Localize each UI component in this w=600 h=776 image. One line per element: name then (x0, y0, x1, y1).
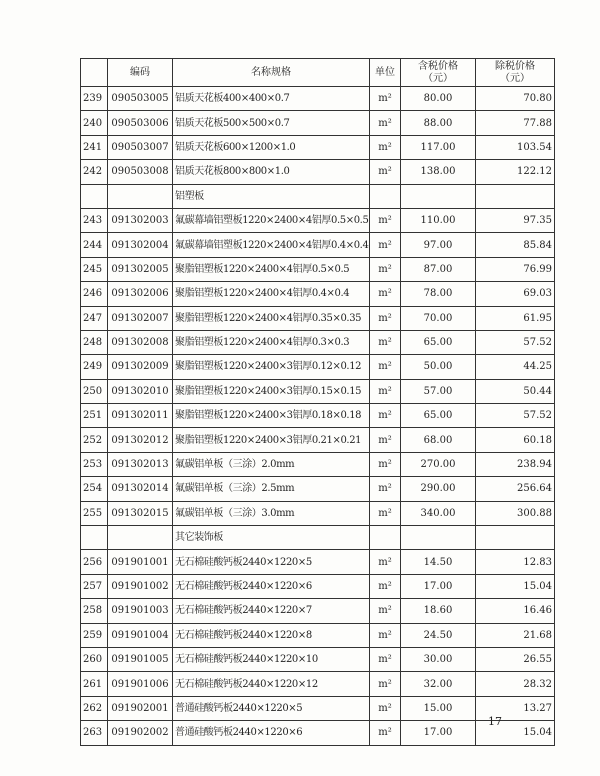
table-row (81, 111, 555, 135)
row-name: 普通硅酸钙板2440×1220×6 (173, 721, 370, 745)
row-tax-price: 70.00 (401, 306, 476, 330)
row-net-price: 77.88 (476, 111, 555, 135)
row-name: 无石棉硅酸钙板2440×1220×10 (173, 647, 370, 671)
row-code: 091901003 (108, 599, 173, 623)
row-tax-price: 138.00 (401, 160, 476, 184)
row-unit (370, 526, 401, 550)
row-net-price: 69.03 (476, 282, 555, 306)
row-unit: m² (370, 208, 401, 232)
row-code: 091901001 (108, 550, 173, 574)
row-tax-price: 88.00 (401, 111, 476, 135)
row-code: 091302008 (108, 330, 173, 354)
row-index: 244 (81, 233, 108, 257)
row-tax-price: 17.00 (401, 574, 476, 598)
row-name: 铝塑板 (173, 184, 370, 208)
row-net-price: 122.12 (476, 160, 555, 184)
row-net-price: 97.35 (476, 208, 555, 232)
row-unit: m² (370, 574, 401, 598)
row-tax-price: 97.00 (401, 233, 476, 257)
row-tax-price: 14.50 (401, 550, 476, 574)
table-row (81, 306, 555, 330)
row-name: 聚脂铝塑板1220×2400×3铝厚0.21×0.21 (173, 428, 370, 452)
row-net-price: 13.27 (476, 696, 555, 720)
table-row (81, 208, 555, 232)
row-code (108, 184, 173, 208)
header-code: 编码 (108, 59, 173, 87)
table-row (81, 550, 555, 574)
row-index: 258 (81, 599, 108, 623)
row-code: 091302009 (108, 355, 173, 379)
row-name: 铝质天花板400×400×0.7 (173, 87, 370, 111)
row-code: 091302006 (108, 282, 173, 306)
row-unit: m² (370, 623, 401, 647)
row-unit: m² (370, 501, 401, 525)
row-unit: m² (370, 550, 401, 574)
row-name: 氟碳幕墙铝塑板1220×2400×4铝厚0.5×0.5 (173, 208, 370, 232)
row-index: 260 (81, 647, 108, 671)
row-unit: m² (370, 696, 401, 720)
row-name: 聚脂铝塑板1220×2400×3铝厚0.15×0.15 (173, 379, 370, 403)
row-name: 无石棉硅酸钙板2440×1220×12 (173, 672, 370, 696)
row-unit: m² (370, 428, 401, 452)
row-code: 091302012 (108, 428, 173, 452)
row-tax-price: 17.00 (401, 721, 476, 745)
row-unit: m² (370, 599, 401, 623)
table-row (81, 184, 555, 208)
row-tax-price: 340.00 (401, 501, 476, 525)
row-net-price: 28.32 (476, 672, 555, 696)
row-unit: m² (370, 257, 401, 281)
row-index: 248 (81, 330, 108, 354)
row-index: 249 (81, 355, 108, 379)
row-net-price: 15.04 (476, 721, 555, 745)
table-row (81, 257, 555, 281)
row-name: 普通硅酸钙板2440×1220×5 (173, 696, 370, 720)
price-table (80, 58, 555, 746)
row-index: 245 (81, 257, 108, 281)
row-tax-price: 18.60 (401, 599, 476, 623)
row-unit: m² (370, 355, 401, 379)
row-unit: m² (370, 330, 401, 354)
row-unit: m² (370, 647, 401, 671)
row-name: 聚脂铝塑板1220×2400×4铝厚0.3×0.3 (173, 330, 370, 354)
row-index: 252 (81, 428, 108, 452)
row-code: 091302003 (108, 208, 173, 232)
table-row (81, 160, 555, 184)
row-unit: m² (370, 672, 401, 696)
row-tax-price (401, 184, 476, 208)
row-index: 247 (81, 306, 108, 330)
row-code: 091302011 (108, 404, 173, 428)
row-net-price: 50.44 (476, 379, 555, 403)
row-unit: m² (370, 404, 401, 428)
row-name: 无石棉硅酸钙板2440×1220×6 (173, 574, 370, 598)
page-number: 17 (488, 715, 502, 728)
header-name: 名称规格 (173, 59, 370, 87)
table-row (81, 355, 555, 379)
header-unit: 单位 (370, 59, 401, 87)
row-unit: m² (370, 282, 401, 306)
row-net-price: 256.64 (476, 477, 555, 501)
row-tax-price: 87.00 (401, 257, 476, 281)
row-code: 091302015 (108, 501, 173, 525)
row-tax-price: 65.00 (401, 330, 476, 354)
row-index: 243 (81, 208, 108, 232)
row-index: 241 (81, 135, 108, 159)
row-net-price: 16.46 (476, 599, 555, 623)
table-row (81, 574, 555, 598)
row-unit: m² (370, 306, 401, 330)
row-unit: m² (370, 87, 401, 111)
row-unit: m² (370, 135, 401, 159)
row-index: 239 (81, 87, 108, 111)
table-row (81, 623, 555, 647)
row-tax-price: 50.00 (401, 355, 476, 379)
row-unit: m² (370, 452, 401, 476)
table-row (81, 721, 555, 745)
row-net-price: 103.54 (476, 135, 555, 159)
row-code: 091302014 (108, 477, 173, 501)
row-code: 091302005 (108, 257, 173, 281)
row-tax-price: 78.00 (401, 282, 476, 306)
table-row (81, 672, 555, 696)
table-row (81, 282, 555, 306)
row-index: 255 (81, 501, 108, 525)
row-net-price: 60.18 (476, 428, 555, 452)
row-unit: m² (370, 233, 401, 257)
row-net-price: 44.25 (476, 355, 555, 379)
row-index: 261 (81, 672, 108, 696)
row-tax-price (401, 526, 476, 550)
row-unit: m² (370, 379, 401, 403)
row-net-price: 76.99 (476, 257, 555, 281)
row-name: 铝质天花板800×800×1.0 (173, 160, 370, 184)
row-name: 氟碳铝单板（三涂）2.5mm (173, 477, 370, 501)
row-name: 聚脂铝塑板1220×2400×4铝厚0.5×0.5 (173, 257, 370, 281)
header-tax-price: 含税价格 （元） (401, 59, 476, 87)
row-name: 聚脂铝塑板1220×2400×3铝厚0.12×0.12 (173, 355, 370, 379)
row-unit: m² (370, 721, 401, 745)
row-tax-price: 32.00 (401, 672, 476, 696)
row-name: 聚脂铝塑板1220×2400×3铝厚0.18×0.18 (173, 404, 370, 428)
row-net-price: 85.84 (476, 233, 555, 257)
row-tax-price: 110.00 (401, 208, 476, 232)
row-index: 240 (81, 111, 108, 135)
row-code: 091302007 (108, 306, 173, 330)
row-code: 091902001 (108, 696, 173, 720)
header-net-price: 除税价格 （元） (476, 59, 555, 87)
row-net-price (476, 526, 555, 550)
row-index: 253 (81, 452, 108, 476)
row-name: 其它装饰板 (173, 526, 370, 550)
row-code (108, 526, 173, 550)
row-name: 聚脂铝塑板1220×2400×4铝厚0.35×0.35 (173, 306, 370, 330)
row-name: 铝质天花板500×500×0.7 (173, 111, 370, 135)
row-name: 氟碳幕墙铝塑板1220×2400×4铝厚0.4×0.4 (173, 233, 370, 257)
row-index: 251 (81, 404, 108, 428)
table-row (81, 452, 555, 476)
row-index (81, 526, 108, 550)
row-tax-price: 15.00 (401, 696, 476, 720)
row-index: 250 (81, 379, 108, 403)
row-name: 无石棉硅酸钙板2440×1220×8 (173, 623, 370, 647)
row-name: 无石棉硅酸钙板2440×1220×7 (173, 599, 370, 623)
table-row (81, 647, 555, 671)
table-row (81, 501, 555, 525)
table-row (81, 428, 555, 452)
row-name: 聚脂铝塑板1220×2400×4铝厚0.4×0.4 (173, 282, 370, 306)
row-tax-price: 270.00 (401, 452, 476, 476)
row-code: 090503005 (108, 87, 173, 111)
row-index: 259 (81, 623, 108, 647)
row-net-price: 26.55 (476, 647, 555, 671)
header-index (81, 59, 108, 87)
row-tax-price: 68.00 (401, 428, 476, 452)
row-net-price: 70.80 (476, 87, 555, 111)
table-body (81, 87, 555, 746)
row-index: 263 (81, 721, 108, 745)
row-tax-price: 57.00 (401, 379, 476, 403)
row-net-price (476, 184, 555, 208)
row-code: 090503007 (108, 135, 173, 159)
table-row (81, 379, 555, 403)
table-row (81, 135, 555, 159)
row-index (81, 184, 108, 208)
row-tax-price: 117.00 (401, 135, 476, 159)
row-name: 无石棉硅酸钙板2440×1220×5 (173, 550, 370, 574)
row-tax-price: 290.00 (401, 477, 476, 501)
row-unit: m² (370, 111, 401, 135)
row-index: 256 (81, 550, 108, 574)
table-row (81, 87, 555, 111)
row-index: 262 (81, 696, 108, 720)
row-net-price: 21.68 (476, 623, 555, 647)
row-net-price: 300.88 (476, 501, 555, 525)
row-code: 091902002 (108, 721, 173, 745)
row-code: 090503006 (108, 111, 173, 135)
row-code: 091302013 (108, 452, 173, 476)
row-code: 091901002 (108, 574, 173, 598)
table-row (81, 696, 555, 720)
table-row (81, 330, 555, 354)
row-net-price: 57.52 (476, 404, 555, 428)
row-unit: m² (370, 160, 401, 184)
row-index: 242 (81, 160, 108, 184)
row-net-price: 61.95 (476, 306, 555, 330)
row-code: 091901006 (108, 672, 173, 696)
row-index: 257 (81, 574, 108, 598)
table-row (81, 233, 555, 257)
row-net-price: 238.94 (476, 452, 555, 476)
row-code: 091302004 (108, 233, 173, 257)
row-net-price: 57.52 (476, 330, 555, 354)
row-index: 254 (81, 477, 108, 501)
table-row (81, 404, 555, 428)
row-index: 246 (81, 282, 108, 306)
row-unit: m² (370, 477, 401, 501)
row-net-price: 12.83 (476, 550, 555, 574)
row-name: 氟碳铝单板（三涂）2.0mm (173, 452, 370, 476)
table-header-row (81, 59, 555, 87)
row-code: 091901005 (108, 647, 173, 671)
row-unit (370, 184, 401, 208)
row-code: 090503008 (108, 160, 173, 184)
row-name: 氟碳铝单板（三涂）3.0mm (173, 501, 370, 525)
table-row (81, 599, 555, 623)
row-name: 铝质天花板600×1200×1.0 (173, 135, 370, 159)
row-code: 091901004 (108, 623, 173, 647)
row-tax-price: 80.00 (401, 87, 476, 111)
row-net-price: 15.04 (476, 574, 555, 598)
table-row (81, 526, 555, 550)
row-code: 091302010 (108, 379, 173, 403)
row-tax-price: 24.50 (401, 623, 476, 647)
row-tax-price: 65.00 (401, 404, 476, 428)
row-tax-price: 30.00 (401, 647, 476, 671)
table-row (81, 477, 555, 501)
